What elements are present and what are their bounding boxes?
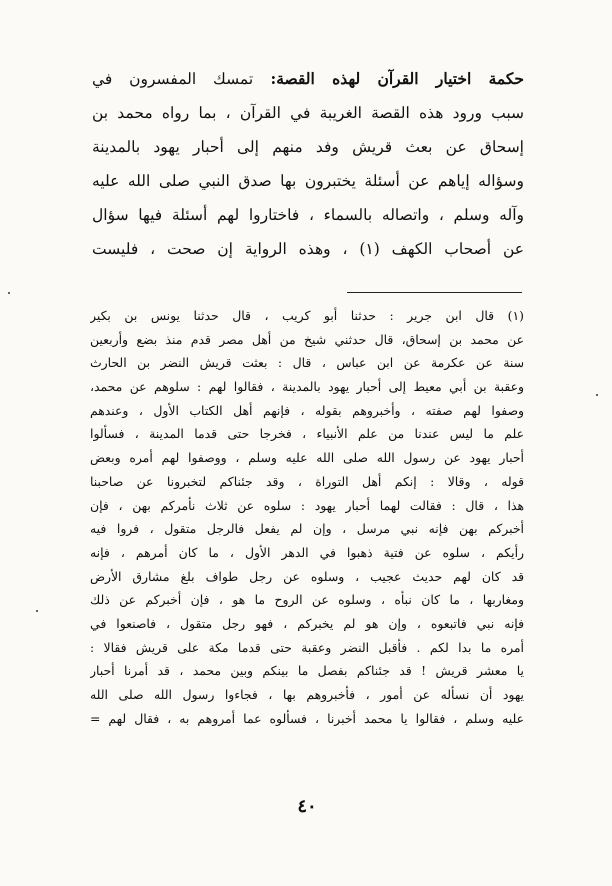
footnote-line: أحبار يهود عن رسول الله صلى الله عليه وسلم ، ووصفوا لهم أمره وبعض [90,450,524,466]
footnote-divider [347,292,522,293]
footnote-line: أمره ما بدا لكم . فأقبل النضر وعقبة حتى قدما مكة على قريش فقالا : [90,639,524,655]
main-line-4: وسؤاله إياهم عن أسئلة يختبرون بها صدق النبي صلى الله عليه [92,172,524,190]
page-number: ٤٠ [297,796,317,817]
footnote-line: هذا ، قال : فقالت لهما أحبار يهود : سلوه عن ثلاث نأمركم بهن ، فإن [90,497,524,513]
main-line-3: إسحاق عن بعث قريش وفد منهم إلى أحبار يهود بالمدينة [92,138,524,156]
main-text [92,62,524,266]
footnote-line: وعقبة بن أبي معيط إلى أحبار يهود بالمدينة ، فقالوا لهم : سلوهم عن محمد، [90,379,524,395]
footnote-line: علم ما ليس عندنا من علم الأنبياء ، فخرجا حتى قدما المدينة ، فسألوا [90,426,524,442]
footnote-line: يا معشر قريش ! قد جئناكم بفصل ما بينكم وبين محمد ، قد أمرنا أحبار [90,663,524,679]
footnote-line: عليه وسلم ، فقالوا يا محمد أخبرنا ، فسألوه عما أمروهم به ، فقال لهم = [90,710,524,726]
footnote-line: ومغاربها ، ما كان نبأه ، وسلوه عن الروح ما هو ، فإن أخبركم عن ذلك [90,592,524,608]
footnote-line: أخبركم بهن فإنه نبي مرسل ، وإن لم يفعل فالرجل متقول ، فروا فيه [90,521,524,537]
margin-speck [596,394,598,396]
heading-continuation: تمسك المفسرون في [92,70,254,88]
footnote-line: فإنه نبي فاتبعوه ، وإن هو لم يخبركم ، فهو رجل متقول ، فاصنعوا في [90,615,524,631]
footnote-line: (١) قال ابن جرير : حدثنا أبو كريب ، قال حدثنا يونس بن بكير [90,308,524,323]
main-line-6: عن أصحاب الكهف (١) ، وهذه الرواية إن صحت ، فليست [92,240,524,258]
footnote-line: وصفوا لهم صفته ، وأخبروهم بقوله ، فإنهم أهل الكتاب الأول ، وعندهم [90,402,524,418]
footnote-line: يهود أن نسأله عن أمور ، فأخبروهم بها ، فجاءوا رسول الله صلى الله [90,687,524,702]
footnote-line: قد كان لهم حديث عجيب ، وسلوه عن رجل طواف بلغ مشارق الأرض [90,568,524,584]
main-line-2: سبب ورود هذه القصة الغريبة في القرآن ، بما رواه محمد بن [92,104,524,122]
section-heading: حكمة اختيار القرآن لهذه القصة: [270,69,524,88]
main-line-5: وآله وسلم ، واتصاله بالسماء ، فاختاروا لهم أسئلة فيها سؤال [92,206,524,224]
footnote-line: سنة عن عكرمة عن ابن عباس ، قال : بعثت قريش النضر بن الحارث [90,355,524,371]
main-line-1 [92,62,524,96]
footnote [90,304,524,730]
footnote-line: عن محمد بن إسحاق، قال حدثني شيخ من أهل مصر قدم منذ بضع وأربعين [90,331,524,347]
margin-speck [36,610,38,612]
margin-speck [8,292,10,294]
footnote-line: رأيكم ، سلوه عن فتية ذهبوا في الدهر الأول ، ما كان أمرهم ، فإنه [90,544,524,560]
footnote-line: قوله ، وقالا : إنكم أهل التوراة ، وقد جئناكم لتخبرونا عن صاحبنا [90,473,524,489]
